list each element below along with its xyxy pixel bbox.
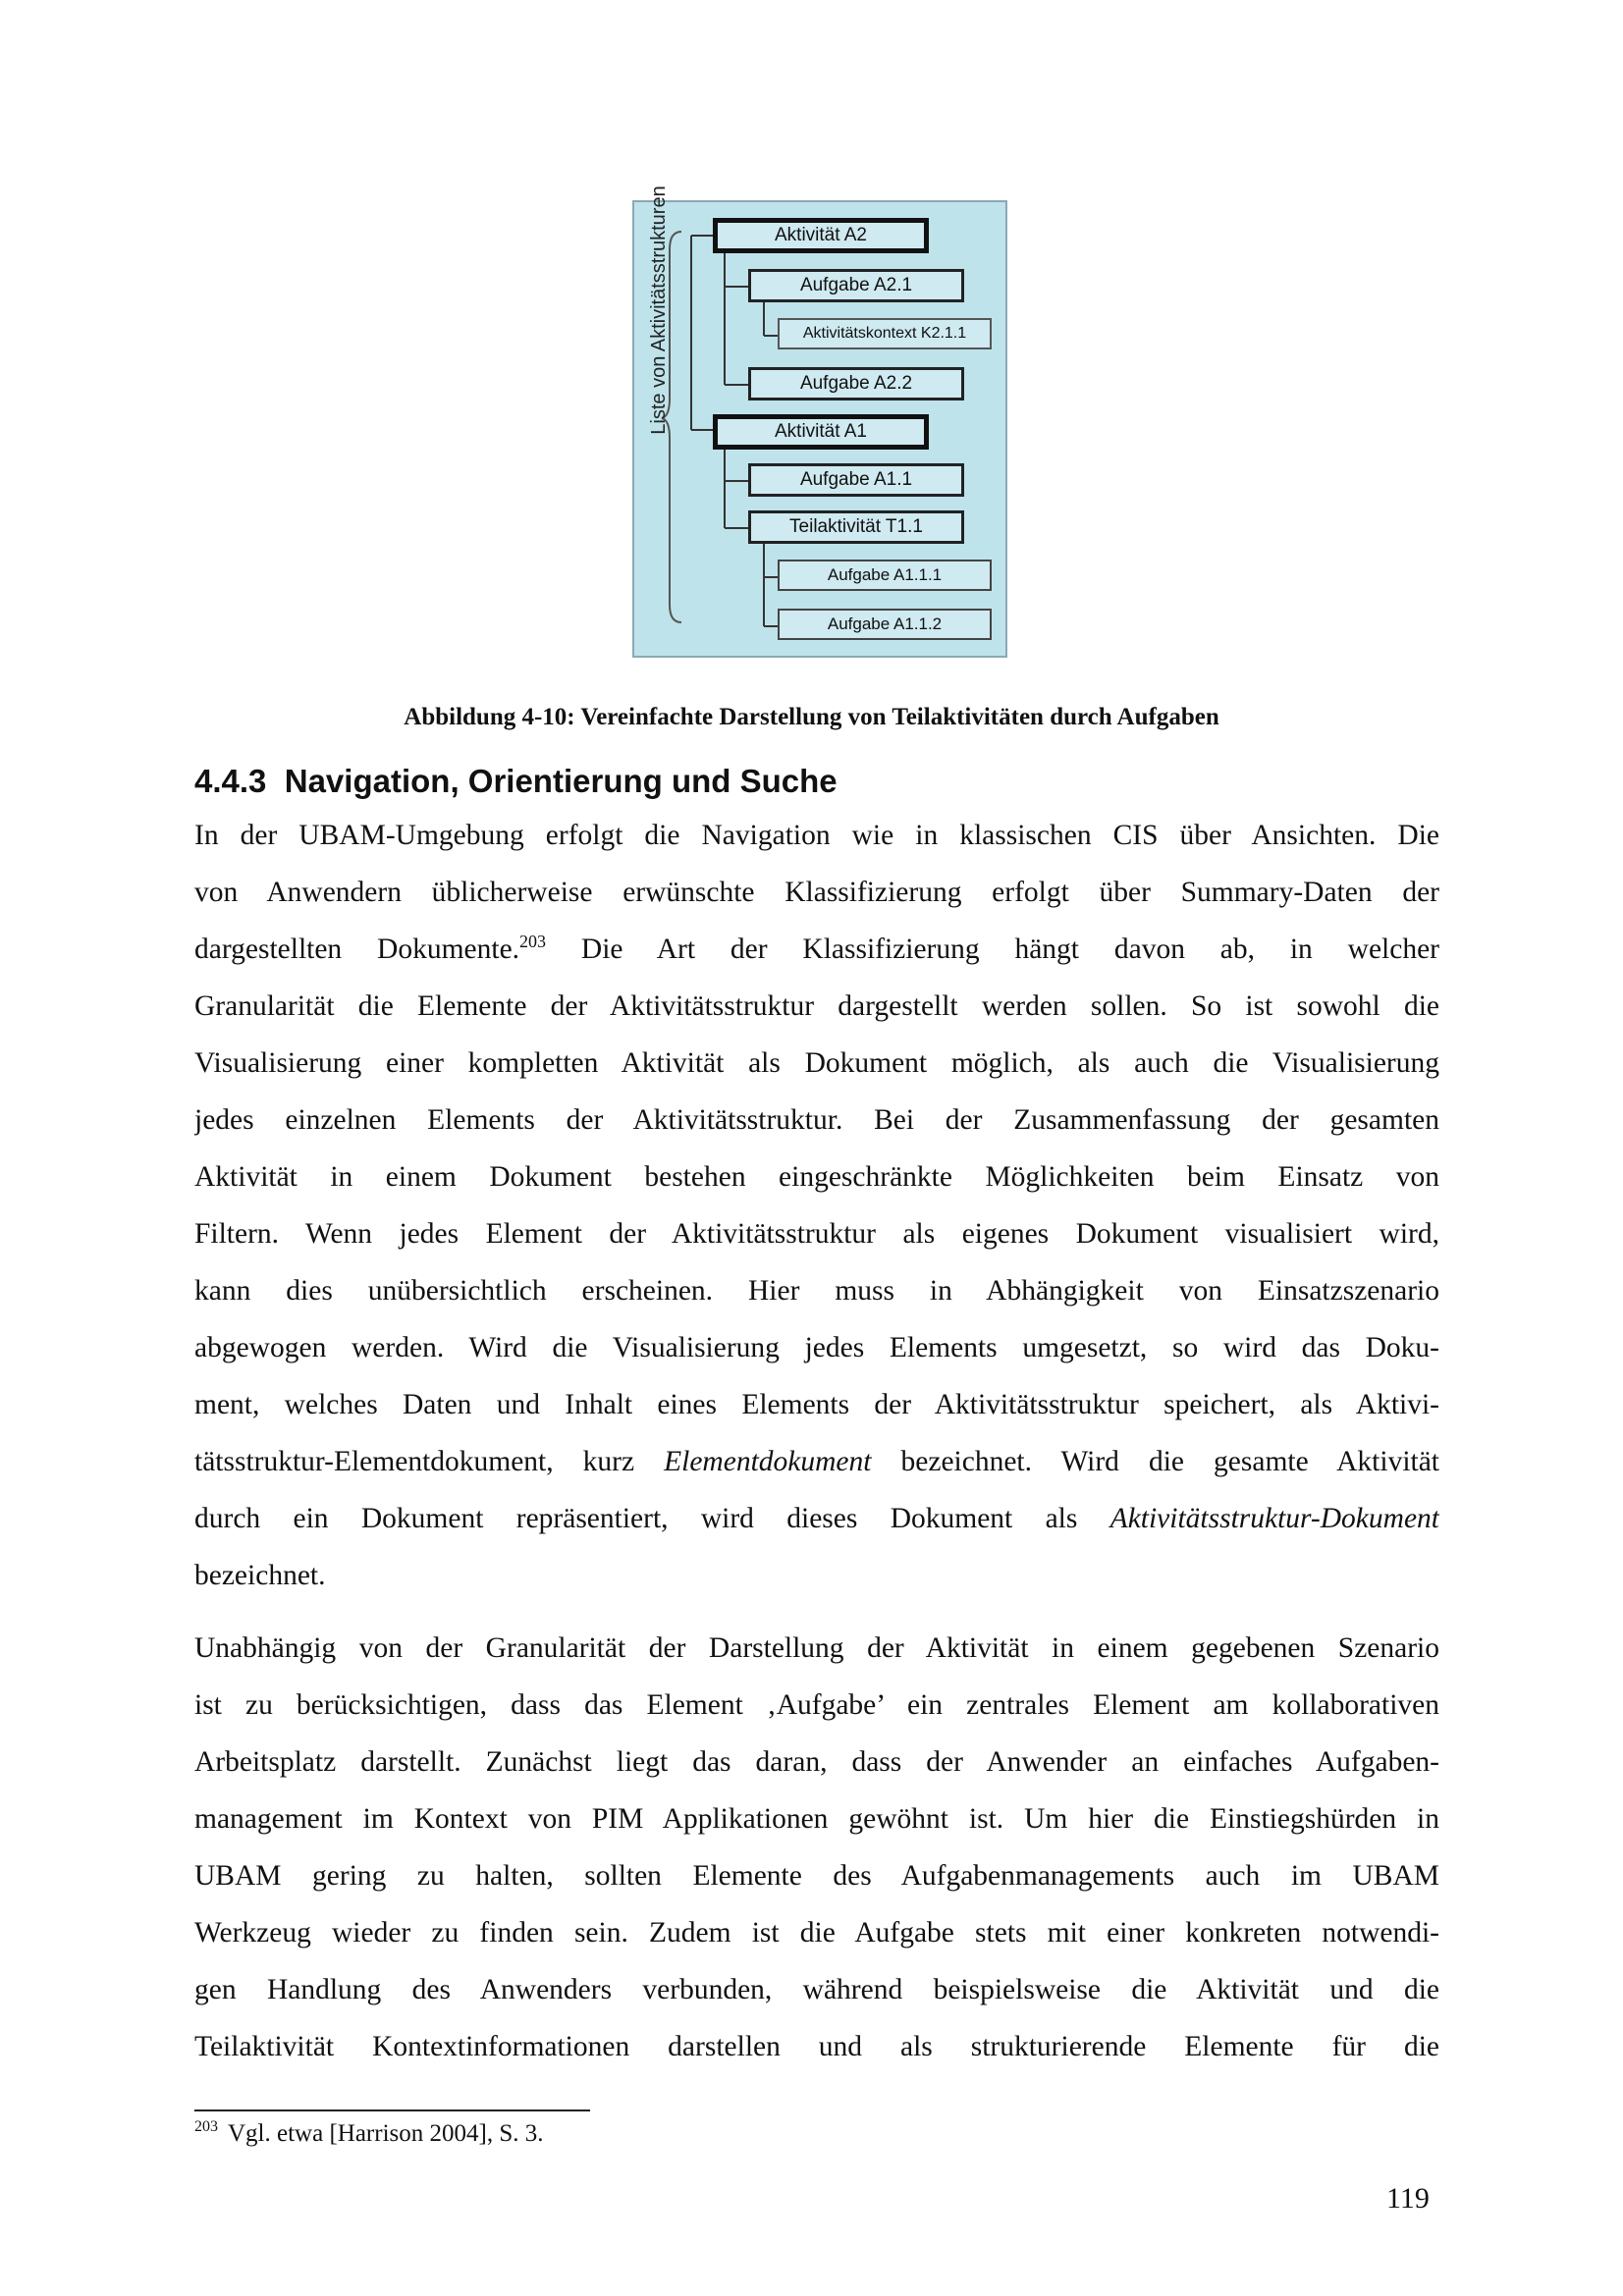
paragraph-2 [194,1620,1439,2075]
text-line: kann dies unübersichtlich erscheinen. Hier muss in Abhängigkeit von Einsatzszenario [194,1275,1439,1307]
text-line: ist zu berücksichtigen, dass das Element ‚Aufgabe’ ein zentrales Element am kollaborativen [194,1689,1439,1721]
tree-node: Aufgabe A2.1 [748,269,964,302]
text-line: bezeichnet. [194,1560,326,1591]
text-line: UBAM gering zu halten, sollten Elemente des Aufgabenmanagements auch im UBAM [194,1860,1439,1892]
text-line: management im Kontext von PIM Applikationen gewöhnt ist. Um hier die Einstiegshürden in [194,1803,1439,1835]
tree-node: Aufgabe A1.1.1 [778,560,992,591]
tree-node: Aktivität A2 [713,218,929,253]
tree-node: Aktivitätskontext K2.1.1 [778,318,992,349]
text-line: von Anwendern üblicherweise erwünschte Klassifizierung erfolgt über Summary-Daten der [194,877,1439,908]
section-number: 4.4.3 [194,763,267,799]
text-line: Arbeitsplatz darstellt. Zunächst liegt das daran, dass der Anwender an einfaches Aufgaben- [194,1746,1439,1778]
text-line: In der UBAM-Umgebung erfolgt die Navigation wie in klassischen CIS über Ansichten. Die [194,820,1439,851]
text-line: abgewogen werden. Wird die Visualisierung jedes Elements umgesetzt, so wird das Doku- [194,1332,1439,1363]
text-line: Werkzeug wieder zu finden sein. Zudem ist die Aufgabe stets mit einer konkreten notwendi- [194,1917,1439,1949]
figure-caption: Abbildung 4-10: Vereinfachte Darstellung von Teilaktivitäten durch Aufgaben [404,704,1219,730]
text-line: Teilaktivität Kontextinformationen darstellen und als strukturierende Elemente für die [194,2031,1439,2062]
text-line: Filtern. Wenn jedes Element der Aktivitätsstruktur als eigenes Dokument visualisiert wird, [194,1218,1439,1250]
text-line: durch ein Dokument repräsentiert, wird dieses Dokument als Aktivitätsstruktur-Dokument [194,1503,1439,1534]
tree-node: Teilaktivität T1.1 [748,510,964,544]
footnote-separator [194,2109,590,2111]
tree-node: Aktivität A1 [713,414,929,450]
text-line: jedes einzelnen Elements der Aktivitätsstruktur. Bei der Zusammenfassung der gesamten [194,1104,1439,1136]
text-line: Aktivität in einem Dokument bestehen eingeschränkte Möglichkeiten beim Einsatz von [194,1161,1439,1193]
footnote [194,2120,543,2148]
footnote-number: 203 [194,2118,218,2136]
tree-node: Aufgabe A1.1 [748,463,964,497]
footnote-text: Vgl. etwa [Harrison 2004], S. 3. [228,2120,544,2147]
section-title: Navigation, Orientierung und Suche [284,763,838,799]
text-line: Granularität die Elemente der Aktivitätsstruktur dargestellt werden sollen. So ist sowohl die [194,990,1439,1022]
text-line: dargestellten Dokumente.$^{203}$ Die Art der Klassifizierung hängt davon ab, in welcher [194,932,1439,965]
section-heading [194,763,838,800]
text-line: Visualisierung einer kompletten Aktivität als Dokument möglich, als auch die Visualisierung [194,1047,1439,1079]
tree-node: Aufgabe A1.1.2 [778,609,992,640]
text-line: tätsstruktur-Elementdokument, kurz Elementdokument bezeichnet. Wird die gesamte Aktivität [194,1446,1439,1477]
page-number: 119 [1386,2182,1430,2215]
tree-node: Aufgabe A2.2 [748,367,964,400]
paragraph-1 [194,807,1439,1604]
footnote-ref[interactable]: 203 [519,932,547,952]
text-line: Unabhängig von der Granularität der Darstellung der Aktivität in einem gegebenen Szenario [194,1632,1439,1664]
text-line: gen Handlung des Anwenders verbunden, während beispielsweise die Aktivität und die [194,1974,1439,2005]
text-line: ment, welches Daten und Inhalt eines Elements der Aktivitätsstruktur speichert, als Aktivi- [194,1389,1439,1420]
